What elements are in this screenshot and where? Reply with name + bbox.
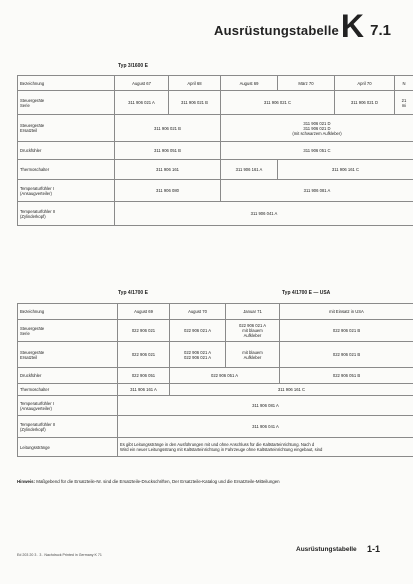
cell-line: 022 906 021 B [332, 352, 361, 357]
table-cell [115, 160, 221, 180]
cell-line: Aufkleber [243, 354, 262, 360]
column-header: August 67 [115, 76, 169, 91]
section-number: 7.1 [370, 22, 391, 39]
cell-line: Serie [20, 330, 30, 336]
cell-line: Ersatzteil [20, 128, 38, 133]
column-header: März 70 [278, 76, 335, 91]
cell-line: Steuergeräte [20, 349, 45, 355]
row-label [18, 416, 118, 438]
harness-text [118, 438, 413, 457]
cell-line: 311 906 161 A [235, 167, 263, 172]
cell-line: 311 906 081 A [252, 403, 279, 408]
table-cell [221, 160, 278, 180]
cell-line: 022 906 051 B [332, 373, 361, 378]
table-row [18, 180, 413, 202]
table-cell [226, 342, 280, 368]
cell-line: 311 906 081 A [303, 188, 331, 193]
table-cell [170, 384, 413, 396]
column-header: mit Einsatz in USA [280, 304, 413, 320]
cell-line: Steuergeräte [20, 123, 45, 128]
cell-line: 311 906 021 B [181, 100, 208, 105]
table-cell [118, 396, 413, 416]
cell-line: 311 906 051 C [303, 148, 331, 153]
cell-line: (Zylinderkopf) [20, 426, 46, 432]
column-header-label: Bezeichnung [18, 304, 118, 320]
cell-line: 311 906 021 B [154, 125, 181, 131]
table-cell [115, 202, 413, 226]
table-row [18, 115, 413, 142]
cell-line: 311 906 021 D [350, 100, 379, 105]
table-cell [118, 368, 170, 384]
row-label [18, 180, 115, 202]
table-cell [118, 342, 170, 368]
column-header-label: Bezeichnung [18, 76, 115, 91]
cell-line: 311 906 041 A [252, 424, 279, 429]
table-row [18, 368, 413, 384]
cell-line: 311 906 021 A [128, 100, 155, 105]
cell-line: 311 906 051 B [154, 148, 181, 153]
row-label [18, 91, 115, 115]
table-cell [280, 368, 413, 384]
cell-line: 311 906 080 [156, 188, 179, 193]
cell-line: (Ansaugverteiler) [20, 190, 52, 196]
table-cell [115, 180, 221, 202]
cell-line: 022 906 021 [131, 328, 156, 333]
cell-line: Thermoschalter [20, 167, 50, 172]
type-label-4-1700e: Typ 4/1700 E [118, 290, 148, 296]
column-header: August 69 [118, 304, 170, 320]
table-cell [118, 416, 413, 438]
cell-line: 311 906 021 D [303, 125, 331, 131]
cell-line: Druckfühler [20, 148, 42, 153]
cell-line: (Zylinderkopf) [20, 213, 46, 219]
note [17, 479, 280, 484]
cell-line: Temperaturfühler II [20, 208, 56, 214]
column-header: Januar 71 [226, 304, 280, 320]
equipment-table-type4 [17, 303, 413, 457]
table-row [18, 202, 413, 226]
table-cell [170, 342, 226, 368]
cell-line: Serie [20, 102, 30, 108]
cell-line: Wird ein neuer Leitungsstrang mit Kaltstarteinrichtung in Fahrzeuge ohne Kaltstarteinrichtung eingebaut, sind [120, 447, 323, 452]
table-cell [115, 115, 221, 142]
table-row [18, 342, 413, 368]
cell-line: Steuergeräte [20, 97, 45, 103]
cell-line: 21 [401, 97, 407, 103]
cell-line: Aufkleber [243, 333, 262, 338]
cell-line: mi [401, 102, 407, 108]
table-cell [221, 91, 335, 115]
table-header-row [18, 76, 413, 91]
column-header: April 70 [335, 76, 395, 91]
cell-line: 022 906 021 A [183, 349, 211, 355]
table-cell [170, 368, 280, 384]
cell-line: Temperaturfühler I [20, 400, 54, 406]
row-label [18, 320, 118, 342]
column-header: August 69 [221, 76, 278, 91]
cell-line: 022 906 051 A [210, 373, 238, 378]
cell-line: 311 906 021 D [303, 120, 331, 126]
table-cell [118, 320, 170, 342]
row-label [18, 202, 115, 226]
table-cell [115, 142, 221, 160]
cell-line: 311 906 161 C [277, 387, 306, 392]
harness-label: Leitungsstränge [18, 438, 118, 457]
cell-line: Es gibt Leitungsstränge in den Ausführungen mit und ohne Anschluss für die Kaltstarteinrichtung. Nach d [120, 442, 315, 447]
cell-line: Druckfühler [20, 373, 42, 378]
table-row [18, 416, 413, 438]
table-row [18, 91, 413, 115]
table-cell [395, 91, 413, 115]
row-label [18, 160, 115, 180]
row-label [18, 342, 118, 368]
cell-line: Steuergeräte [20, 325, 45, 331]
cell-line: 022 906 021 A [183, 328, 211, 333]
row-label [18, 115, 115, 142]
table-cell [280, 342, 413, 368]
row-label [18, 368, 118, 384]
table-row [18, 160, 413, 180]
harness-row [18, 438, 413, 457]
page-number: 1-1 [367, 544, 381, 554]
table-cell [170, 320, 226, 342]
cell-line: 022 906 021 A [183, 354, 211, 360]
print-code: Ed 203 20 3 . 3 . Nachdruck Printed in Germany K 71 [17, 553, 102, 557]
cell-line: mit blauem [242, 349, 263, 355]
note-label: Hinweis: [17, 479, 36, 484]
table-cell [115, 91, 169, 115]
table-row [18, 384, 413, 396]
table-cell [221, 180, 413, 202]
table-row [18, 142, 413, 160]
cell-line: 022 906 021 [131, 352, 156, 357]
cell-line: (Ansaugverteiler) [20, 405, 52, 411]
row-label [18, 142, 115, 160]
table-row [18, 396, 413, 416]
table-cell [221, 115, 413, 142]
type-label-3-1600e: Typ 3/1600 E [118, 63, 148, 69]
cell-line: 022 906 051 [131, 373, 156, 378]
cell-line: (mit schwarzem Aufkleber) [292, 130, 342, 136]
table-row [18, 320, 413, 342]
equipment-table-type3 [17, 75, 413, 226]
cell-line: 311 906 041 A [250, 211, 278, 216]
page-title: Ausrüstungstabelle [214, 23, 339, 38]
cell-line: 022 906 021 A [238, 323, 266, 328]
cell-line: 311 906 161 C [331, 167, 360, 172]
row-label [18, 396, 118, 416]
cell-line: Thermoschalter [20, 387, 50, 392]
table-cell [221, 142, 413, 160]
cell-line: 311 906 161 A [130, 387, 157, 392]
cell-line: Temperaturfühler II [20, 421, 56, 427]
cell-line: Ersatzteil [20, 354, 38, 360]
table-header-row [18, 304, 413, 320]
cell-line: 311 906 021 C [263, 100, 292, 105]
footer-title: Ausrüstungstabelle [296, 546, 357, 553]
table-cell [169, 91, 221, 115]
column-header: April 68 [169, 76, 221, 91]
table-cell [280, 320, 413, 342]
cell-line: mit blauem [242, 328, 263, 333]
section-letter: K [340, 8, 364, 44]
note-text: Maßgebend für die Ersatzteile-Nr. sind die Ersatzteile-Druckschriften, Der Ersatzteile-Katalog und die Ersatzteile-Mitteilungen [36, 479, 280, 484]
cell-line: Temperaturfühler I [20, 185, 54, 191]
cell-line: 022 906 021 B [332, 328, 361, 333]
table-cell [226, 320, 280, 342]
table-cell [278, 160, 413, 180]
cell-line: 311 906 161 [156, 167, 179, 172]
row-label [18, 384, 118, 396]
column-header: N [395, 76, 413, 91]
column-header: August 70 [170, 304, 226, 320]
table-cell [335, 91, 395, 115]
type-label-4-1700e-usa: Typ 4/1700 E — USA [282, 290, 331, 296]
table-cell [118, 384, 170, 396]
